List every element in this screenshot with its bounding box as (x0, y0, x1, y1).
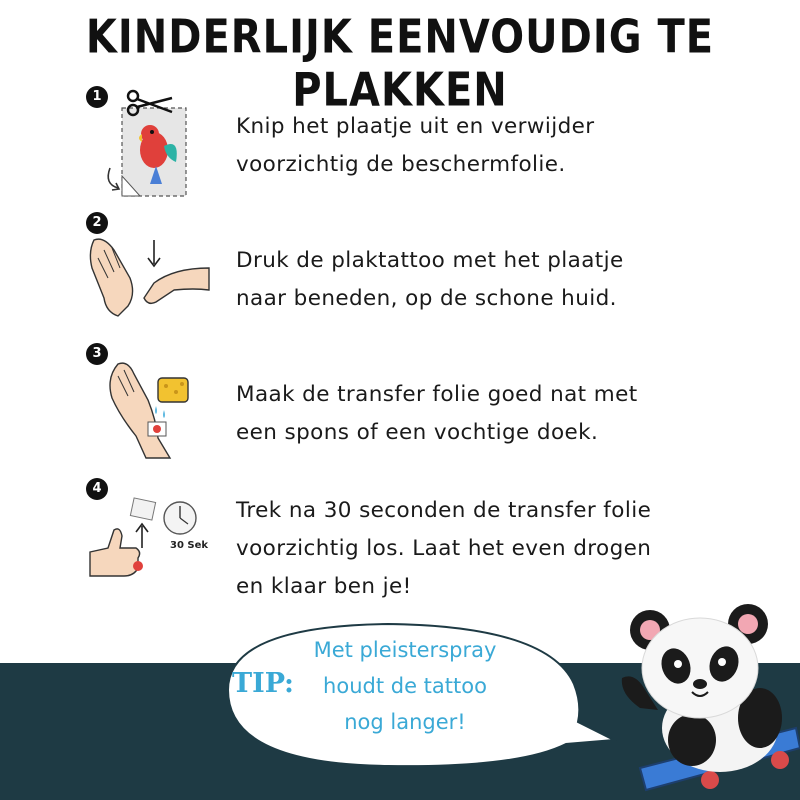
tip-line-1: Met pleisterspray (313, 638, 497, 662)
step-3-line-2: een spons of een vochtige doek. (236, 420, 599, 445)
sponge-wet-icon (100, 360, 200, 460)
panda-mascot-icon (600, 598, 800, 800)
step-text-3 (236, 376, 776, 452)
tip-line-3: nog langer! (344, 710, 466, 734)
step-4-line-1: Trek na 30 seconden de transfer folie (236, 498, 652, 523)
step-4-line-3: en klaar ben je! (236, 574, 412, 599)
thumbs-up-timer-icon (88, 496, 209, 584)
tip-text (300, 632, 510, 740)
step-number-4: 4 (86, 478, 108, 500)
timer-label: 30 Sek (170, 540, 209, 551)
step-3-line-1: Maak de transfer folie goed nat met (236, 382, 638, 407)
step-text-1 (236, 108, 776, 184)
step-text-4 (236, 492, 776, 606)
step-1-line-2: voorzichtig de beschermfolie. (236, 152, 566, 177)
step-number-3: 3 (86, 343, 108, 365)
scissors-cut-peel-icon (100, 88, 210, 203)
page-title: KINDERLIJK EENVOUDIG TE PLAKKEN (85, 11, 715, 117)
step-4-line-2: voorzichtig los. Laat het even drogen (236, 536, 652, 561)
step-2-line-2: naar beneden, op de schone huid. (236, 286, 617, 311)
press-hand-icon (84, 228, 214, 328)
step-1-line-1: Knip het plaatje uit en verwijder (236, 114, 595, 139)
step-number-1: 1 (86, 86, 108, 108)
step-number-2: 2 (86, 212, 108, 234)
tip-label: TIP: (232, 668, 295, 699)
tip-line-2: houdt de tattoo (323, 674, 487, 698)
step-2-line-1: Druk de plaktattoo met het plaatje (236, 248, 624, 273)
step-text-2 (236, 242, 776, 318)
